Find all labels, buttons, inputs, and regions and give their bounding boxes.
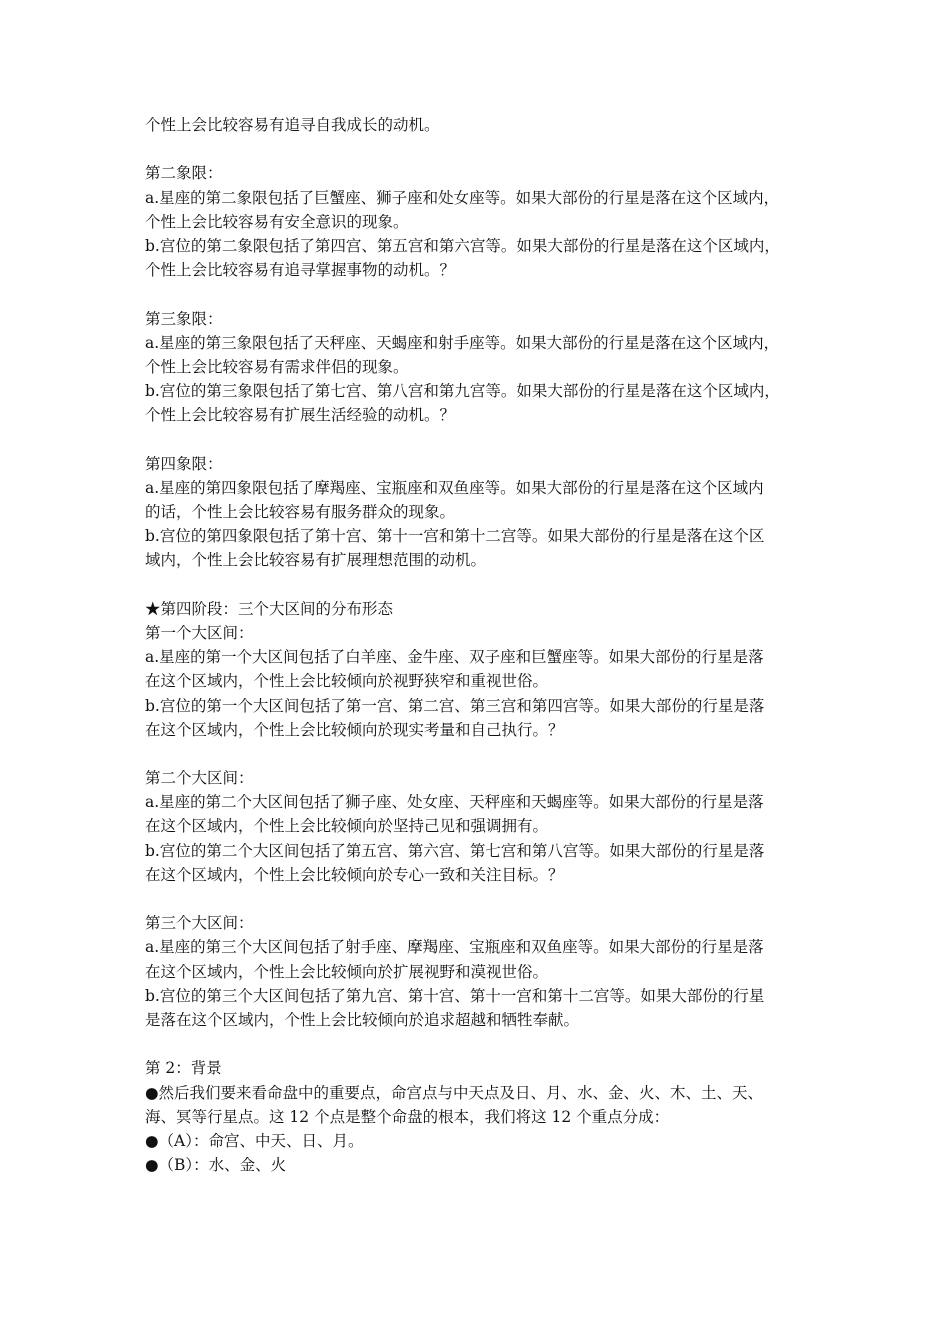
- paragraph-line: ●然后我们要来看命盘中的重要点，命宫点与中天点及日、月、水、金、火、木、土、天、: [145, 1083, 764, 1102]
- paragraph-line: b.宫位的第二个大区间包括了第五宫、第六宫、第七宫和第八宫等。如果大部份的行星是落: [145, 841, 765, 860]
- paragraph-line: 在这个区域内，个性上会比较倾向於坚持己见和强调拥有。: [145, 817, 549, 836]
- interval-heading: 第一个大区间：: [145, 623, 254, 642]
- quadrant-heading: 第三象限：: [145, 309, 223, 328]
- paragraph-line: 域内，个性上会比较容易有扩展理想范围的动机。: [145, 551, 487, 570]
- paragraph-line: 海、冥等行星点。这 12 个点是整个命盘的根本，我们将这 12 个重点分成：: [145, 1107, 670, 1126]
- interval-heading: 第二个大区间：: [145, 769, 254, 788]
- paragraph-line: b.宫位的第三个大区间包括了第九宫、第十宫、第十一宫和第十二宫等。如果大部份的行星: [145, 986, 765, 1005]
- spacer: [145, 742, 813, 766]
- paragraph-line: 的话，个性上会比较容易有服务群众的现象。: [145, 503, 456, 521]
- document-body: [145, 113, 813, 1177]
- paragraph-line: b.宫位的第一个大区间包括了第一宫、第二宫、第三宫和第四宫等。如果大部份的行星是落: [145, 696, 765, 715]
- spacer: [145, 887, 813, 911]
- quadrant-heading: 第二象限：: [145, 164, 223, 183]
- interval-heading: 第三个大区间：: [145, 914, 254, 933]
- paragraph-line: a.星座的第三个大区间包括了射手座、摩羯座、宝瓶座和双鱼座等。如果大部份的行星是落: [145, 938, 764, 957]
- paragraph-line: 个性上会比较容易有安全意识的现象。: [145, 212, 409, 231]
- paragraph-line: b.宫位的第二象限包括了第四宫、第五宫和第六宫等。如果大部份的行星是落在这个区域内，: [145, 236, 780, 255]
- spacer: [145, 1032, 813, 1056]
- paragraph-line: 个性上会比较容易有追寻掌握事物的动机。？: [145, 261, 456, 280]
- paragraph-line: 个性上会比较容易有需求伴侣的现象。: [145, 357, 409, 376]
- paragraph-line: b.宫位的第三象限包括了第七宫、第八宫和第九宫等。如果大部份的行星是落在这个区域内，: [145, 382, 780, 401]
- spacer: [145, 573, 813, 597]
- spacer: [145, 427, 813, 451]
- spacer: [145, 282, 813, 306]
- paragraph-line: a.星座的第二象限包括了巨蟹座、狮子座和处女座等。如果大部份的行星是落在这个区域内，: [145, 188, 780, 207]
- paragraph-line: 在这个区域内，个性上会比较倾向於视野狭窄和重视世俗。: [145, 672, 549, 691]
- paragraph-line: 是落在这个区域内，个性上会比较倾向於追求超越和牺牲奉献。: [145, 1010, 580, 1029]
- paragraph-line: b.宫位的第四象限包括了第十宫、第十一宫和第十二宫等。如果大部份的行星是落在这个区: [145, 527, 765, 546]
- quadrant-heading: 第四象限：: [145, 454, 223, 473]
- paragraph-line: a.星座的第四象限包括了摩羯座、宝瓶座和双鱼座等。如果大部份的行星是落在这个区域内: [145, 478, 764, 497]
- section-title: 第 2：背景: [145, 1059, 222, 1078]
- paragraph-line: a.星座的第一个大区间包括了白羊座、金牛座、双子座和巨蟹座等。如果大部份的行星是落: [145, 648, 764, 667]
- stage-title: ★第四阶段：三个大区间的分布形态: [145, 599, 394, 618]
- paragraph-line: a.星座的第三象限包括了天秤座、天蝎座和射手座等。如果大部份的行星是落在这个区域内，: [145, 333, 780, 352]
- paragraph-line: 个性上会比较容易有扩展生活经验的动机。？: [145, 406, 456, 425]
- intro-line: 个性上会比较容易有追寻自我成长的动机。: [145, 116, 440, 134]
- spacer: [145, 137, 813, 161]
- paragraph-line: a.星座的第二个大区间包括了狮子座、处女座、天秤座和天蝎座等。如果大部份的行星是落: [145, 793, 764, 812]
- paragraph-line: 在这个区域内，个性上会比较倾向於扩展视野和漠视世俗。: [145, 962, 549, 981]
- paragraph-line: 在这个区域内，个性上会比较倾向於专心一致和关注目标。？: [145, 865, 564, 884]
- paragraph-line: 在这个区域内，个性上会比较倾向於现实考量和自己执行。？: [145, 720, 564, 739]
- bullet-group-a: ●（A）：命宫、中天、日、月。: [145, 1131, 364, 1150]
- bullet-group-b: ●（B）：水、金、火: [145, 1156, 287, 1175]
